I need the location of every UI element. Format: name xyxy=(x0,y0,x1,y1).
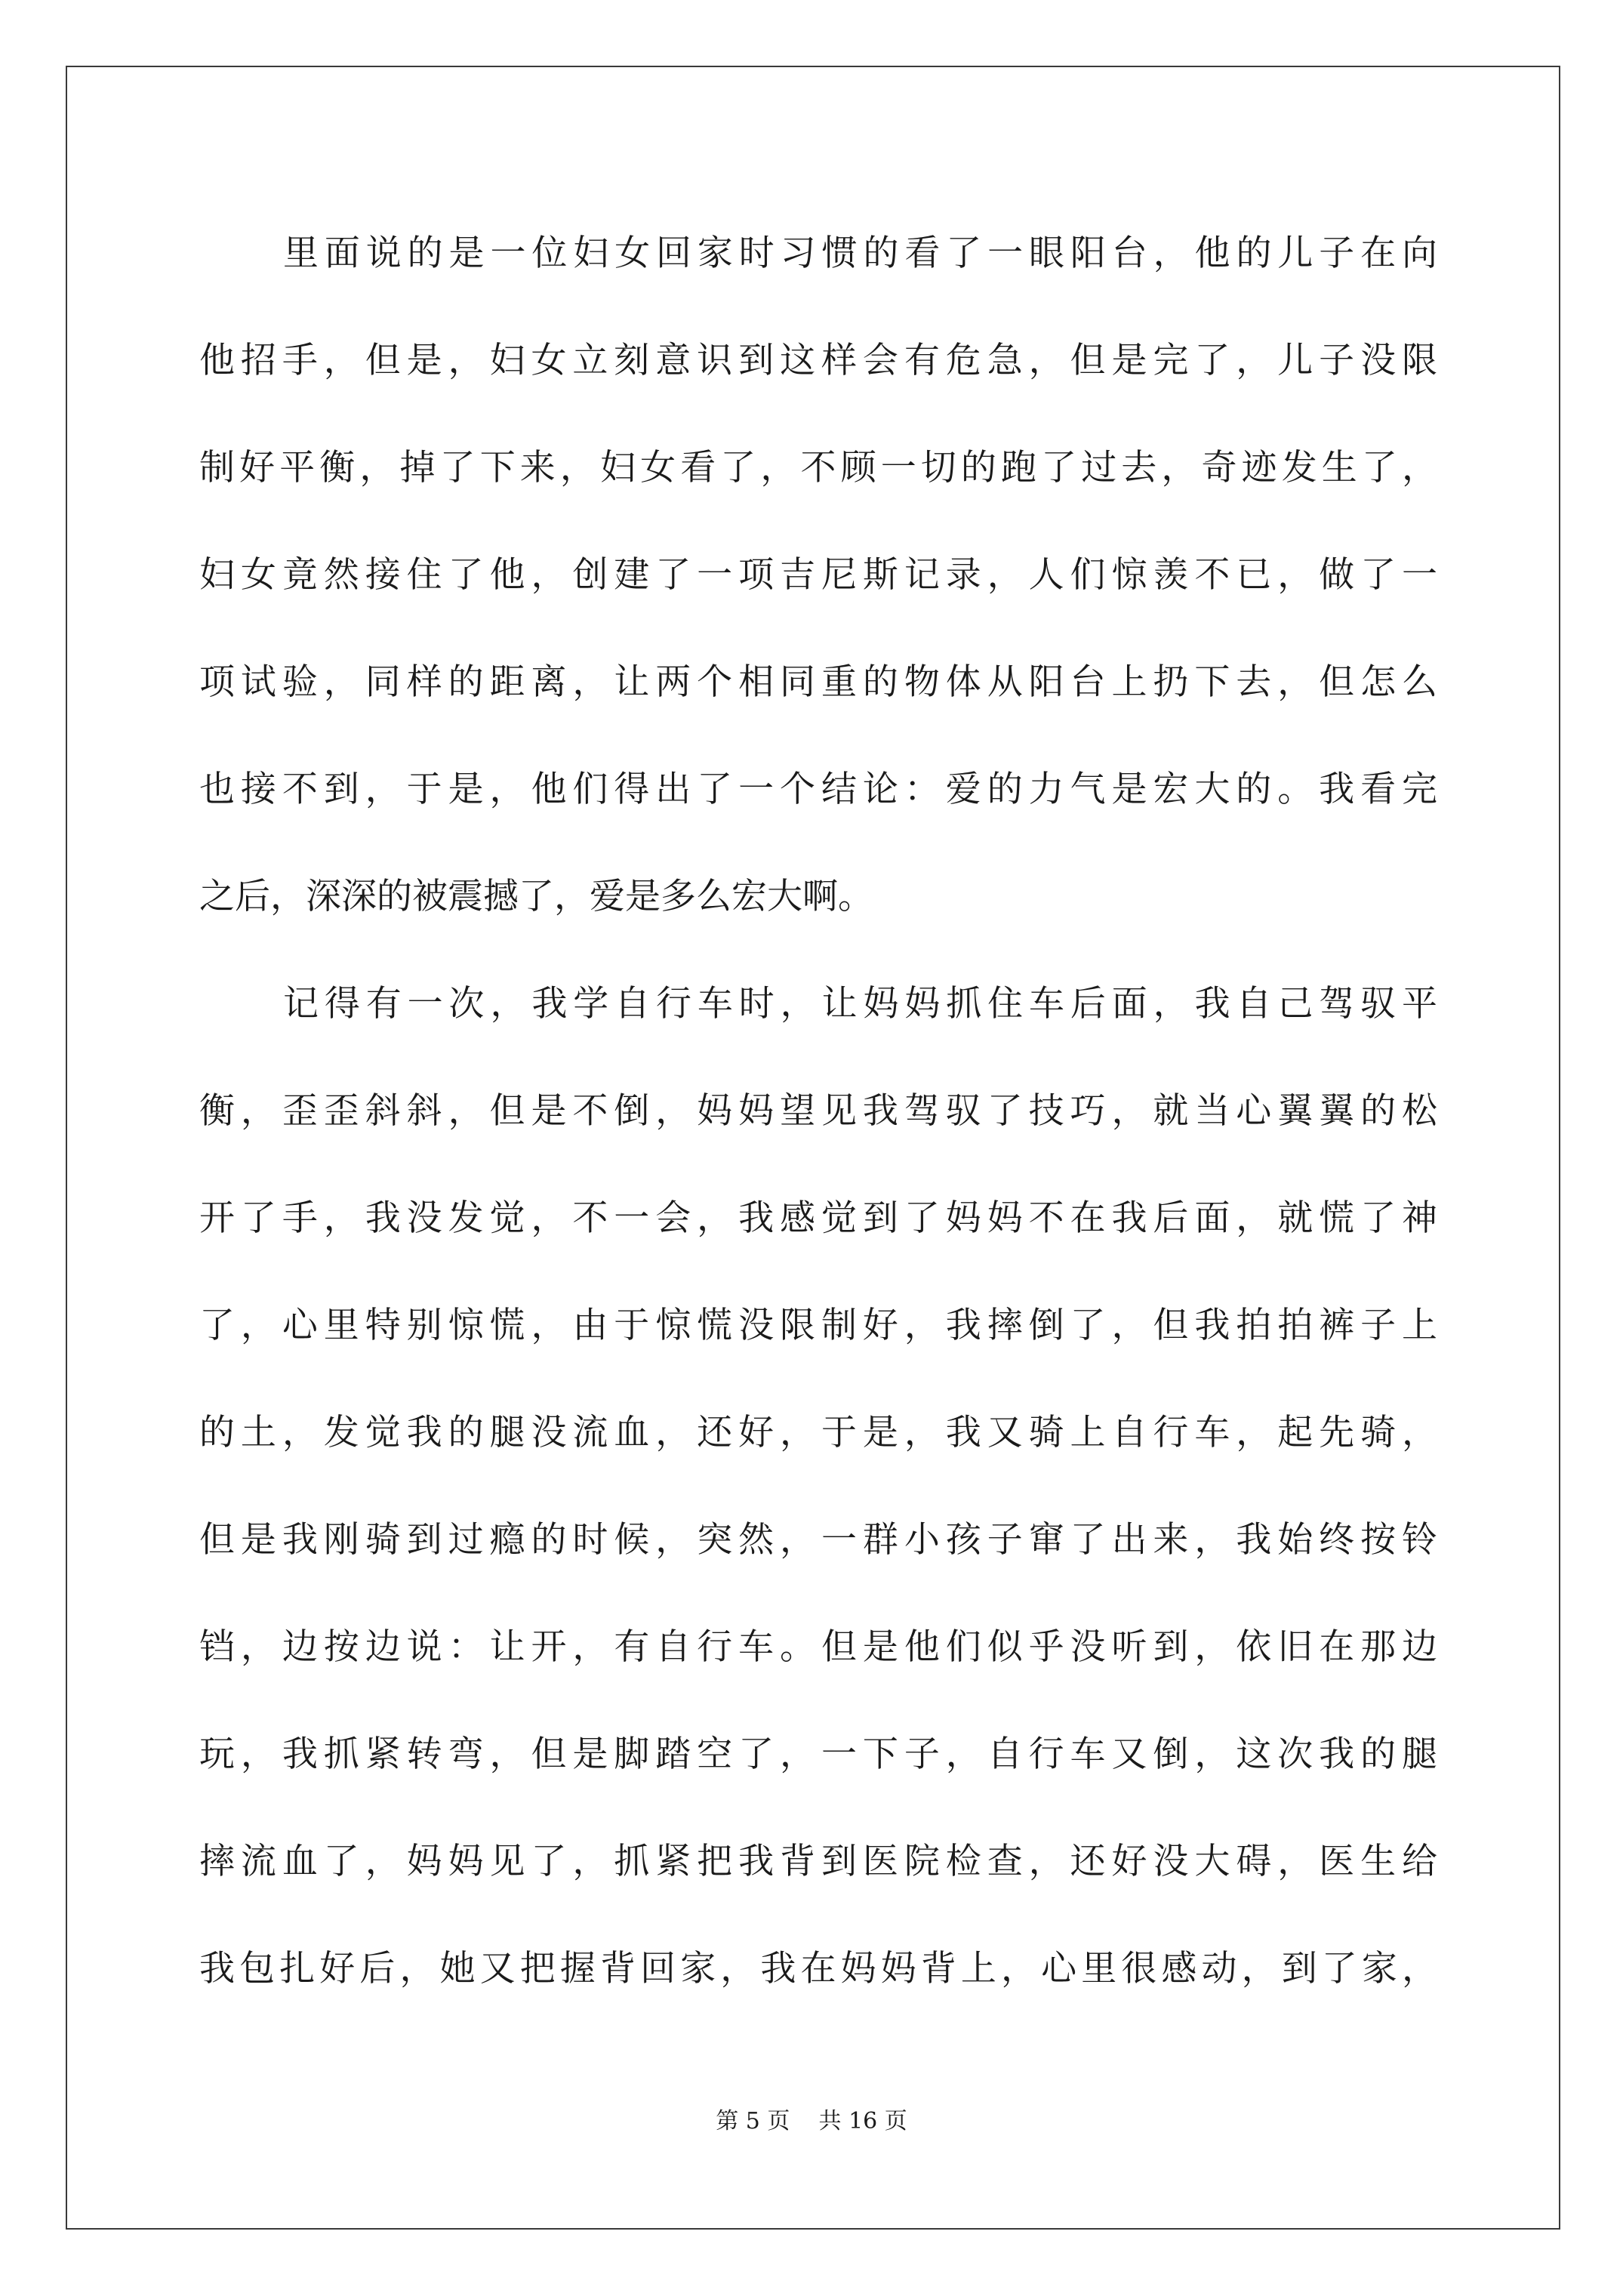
text-line: 也接不到，于是，他们得出了一个结论：爱的力气是宏大的。我看完 xyxy=(199,769,1437,810)
text-line: 铛，边按边说：让开，有自行车。但是他们似乎没听到，依旧在那边 xyxy=(199,1626,1437,1668)
text-line: 摔流血了，妈妈见了，抓紧把我背到医院检查，还好没大碍，医生给 xyxy=(199,1841,1437,1882)
text-line: 开了手，我没发觉，不一会，我感觉到了妈妈不在我后面，就慌了神 xyxy=(199,1197,1437,1239)
text-line: 了，心里特别惊慌，由于惊慌没限制好，我摔倒了，但我拍拍裤子上 xyxy=(199,1305,1437,1346)
text-line: 项试验，同样的距离，让两个相同重的物体从阳台上扔下去，但怎么 xyxy=(199,661,1437,703)
page-number: 第 5 页 xyxy=(716,2108,790,2134)
text-line: 玩，我抓紧转弯，但是脚踏空了，一下子，自行车又倒，这次我的腿 xyxy=(199,1734,1437,1775)
page-footer xyxy=(0,2106,1623,2137)
text-line: 衡，歪歪斜斜，但是不倒，妈妈望见我驾驭了技巧，就当心翼翼的松 xyxy=(199,1090,1437,1132)
text-line: 的土，发觉我的腿没流血，还好，于是，我又骑上自行车，起先骑， xyxy=(199,1412,1437,1453)
text-line: 但是我刚骑到过瘾的时候，突然，一群小孩子窜了出来，我始终按铃 xyxy=(199,1519,1437,1561)
text-line: 记得有一次，我学自行车时，让妈妈抓住车后面，我自己驾驭平 xyxy=(283,983,1437,1025)
text-line: 妇女竟然接住了他，创建了一项吉尼斯记录，人们惊羡不已，做了一 xyxy=(199,554,1437,596)
text-line: 他招手，但是，妇女立刻意识到这样会有危急，但是完了，儿子没限 xyxy=(199,340,1437,381)
text-line: 里面说的是一位妇女回家时习惯的看了一眼阳台，他的儿子在向 xyxy=(283,233,1437,274)
text-line: 我包扎好后，她又把握背回家，我在妈妈背上，心里很感动，到了家， xyxy=(199,1948,1437,1989)
page-total: 共 16 页 xyxy=(818,2108,907,2134)
text-line: 之后，深深的被震撼了，爱是多么宏大啊。 xyxy=(199,876,873,917)
text-line: 制好平衡，掉了下来，妇女看了，不顾一切的跑了过去，奇迹发生了， xyxy=(199,447,1437,488)
